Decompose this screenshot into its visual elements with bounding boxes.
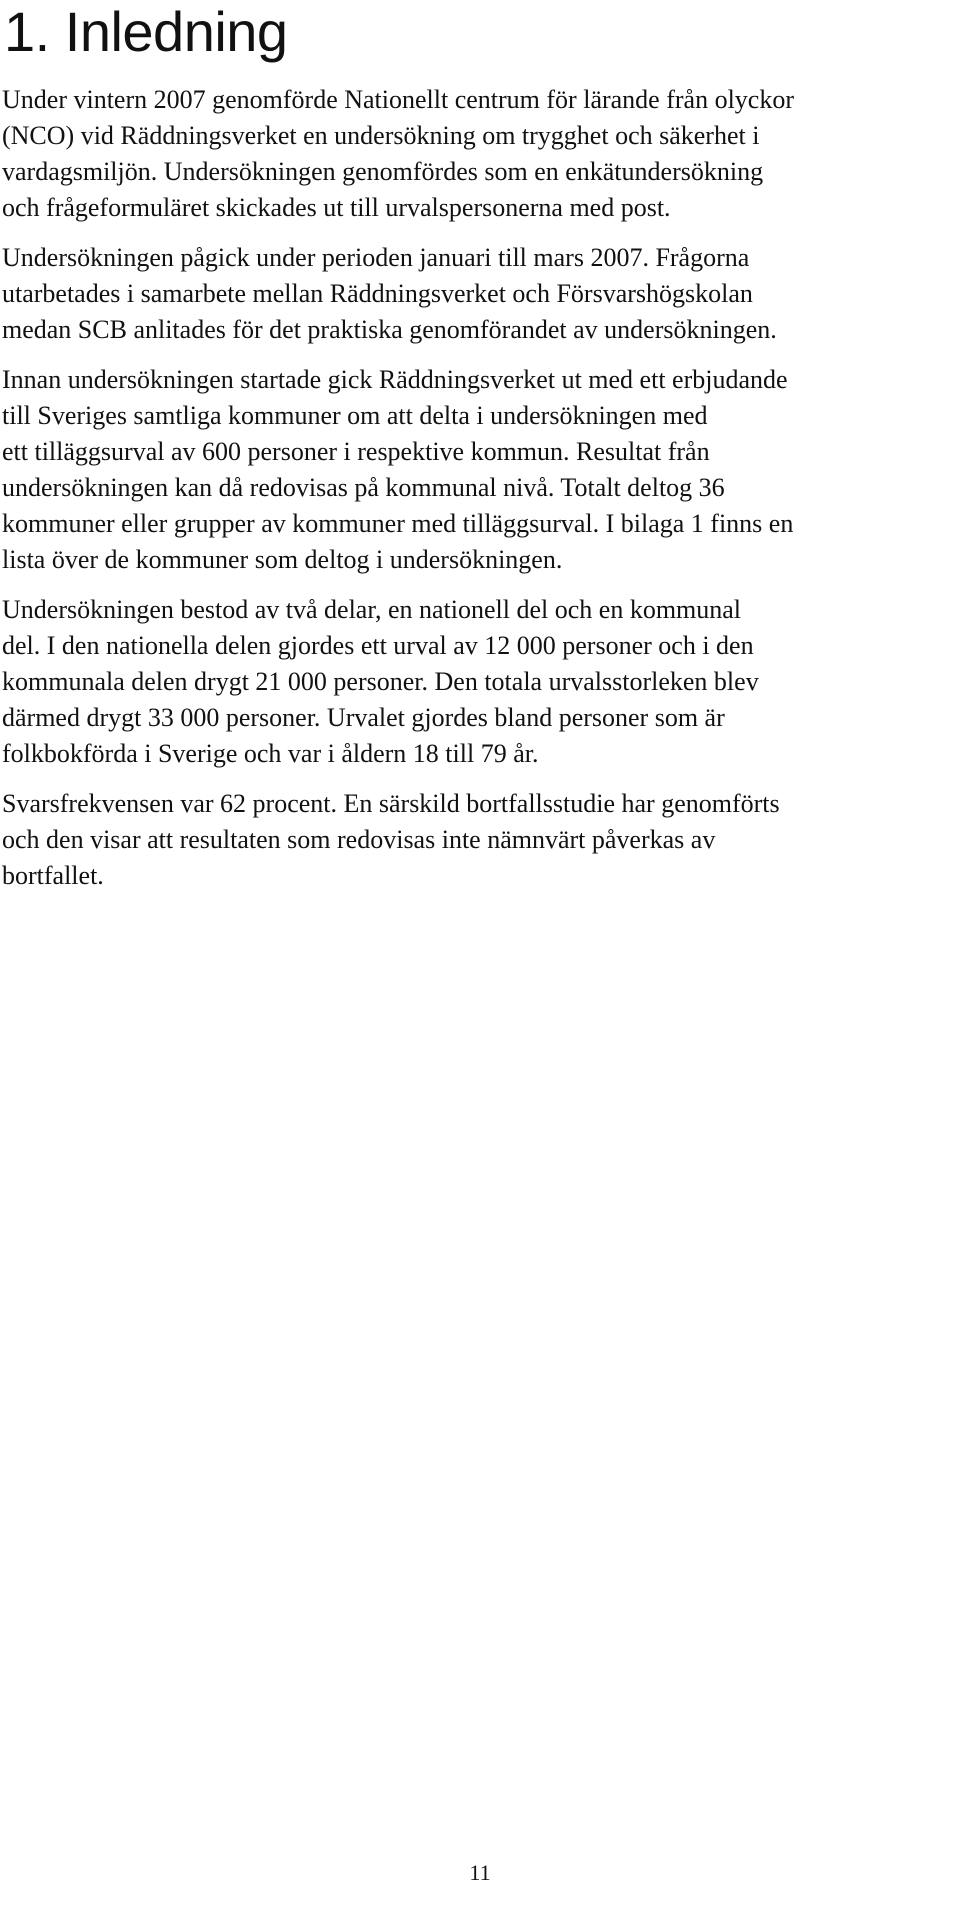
- paragraph-1: [2, 82, 954, 226]
- paragraph-4: [2, 592, 954, 772]
- paragraph-line: Under vintern 2007 genomförde Nationellt centrum för lärande från olyckor: [2, 85, 794, 114]
- paragraph-line: och frågeformuläret skickades ut till urvalspersonerna med post.: [2, 193, 671, 222]
- paragraph-line: vardagsmiljön. Undersökningen genomfördes som en enkätundersökning: [2, 157, 764, 186]
- paragraph-2: [2, 240, 954, 348]
- paragraph-line: Svarsfrekvensen var 62 procent. En särskild bortfallsstudie har genomförts: [2, 789, 780, 818]
- paragraph-line: Undersökningen bestod av två delar, en nationell del och en kommunal: [2, 595, 742, 624]
- body-text: [2, 82, 954, 908]
- section-heading: 1. Inledning: [4, 0, 288, 63]
- paragraph-3: [2, 362, 954, 578]
- paragraph-line: till Sveriges samtliga kommuner om att delta i undersökningen med: [2, 401, 708, 430]
- paragraph-line: ett tilläggsurval av 600 personer i respektive kommun. Resultat från: [2, 437, 710, 466]
- paragraph-line: undersökningen kan då redovisas på kommunal nivå. Totalt deltog 36: [2, 473, 725, 502]
- paragraph-line: folkbokförda i Sverige och var i åldern 18 till 79 år.: [2, 739, 539, 768]
- paragraph-5: [2, 786, 954, 894]
- page-number: 11: [469, 1860, 491, 1885]
- paragraph-line: Undersökningen pågick under perioden januari till mars 2007. Frågorna: [2, 243, 750, 272]
- paragraph-line: och den visar att resultaten som redovisas inte nämnvärt påverkas av: [2, 825, 716, 854]
- paragraph-line: (NCO) vid Räddningsverket en undersökning om trygghet och säkerhet i: [2, 121, 760, 150]
- paragraph-line: bortfallet.: [2, 861, 104, 890]
- paragraph-line: Innan undersökningen startade gick Räddningsverket ut med ett erbjudande: [2, 365, 788, 394]
- paragraph-line: utarbetades i samarbete mellan Räddningsverket och Försvarshögskolan: [2, 279, 753, 308]
- paragraph-line: därmed drygt 33 000 personer. Urvalet gjordes bland personer som är: [2, 703, 725, 732]
- paragraph-line: lista över de kommuner som deltog i undersökningen.: [2, 545, 563, 574]
- paragraph-line: kommunala delen drygt 21 000 personer. Den totala urvalsstorleken blev: [2, 667, 759, 696]
- paragraph-line: del. I den nationella delen gjordes ett urval av 12 000 personer och i den: [2, 631, 754, 660]
- paragraph-line: kommuner eller grupper av kommuner med tilläggsurval. I bilaga 1 finns en: [2, 509, 794, 538]
- paragraph-line: medan SCB anlitades för det praktiska genomförandet av undersökningen.: [2, 315, 777, 344]
